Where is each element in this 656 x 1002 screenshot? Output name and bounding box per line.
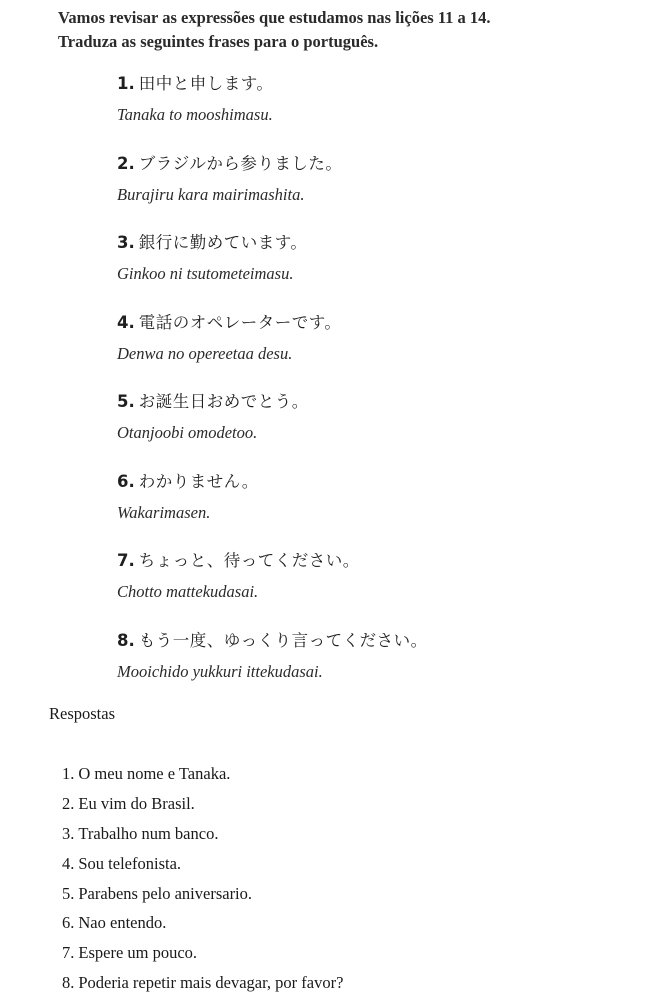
- japanese-text: 電話のオペレーターです。: [138, 312, 342, 332]
- answers-heading: Respostas: [49, 704, 115, 723]
- japanese-sentence: [117, 470, 259, 494]
- japanese-sentence: [117, 72, 273, 96]
- romaji-text: Tanaka to mooshimasu.: [117, 105, 273, 124]
- japanese-text: 銀行に勤めています。: [138, 233, 308, 252]
- instructions: [58, 6, 648, 54]
- phrase-number: 7.: [117, 551, 135, 570]
- romaji-text: Burajiru kara mairimashita.: [117, 184, 305, 204]
- phrase-number: 2.: [117, 153, 135, 173]
- romaji-text: Chotto mattekudasai.: [117, 582, 259, 601]
- answer-text: Espere um pouco.: [78, 943, 198, 963]
- answer-number: 7.: [62, 943, 75, 963]
- japanese-text: もう一度、ゆっくり言ってください。: [138, 630, 428, 650]
- instruction-line-2: Traduza as seguintes frases para o português.: [58, 32, 379, 51]
- phrase-list: [117, 72, 637, 708]
- phrase-number: 5.: [117, 392, 135, 411]
- answer-list: [62, 763, 343, 1002]
- answer-number: 2.: [62, 793, 75, 813]
- phrase-number: 4.: [117, 312, 135, 332]
- japanese-sentence: [117, 549, 360, 573]
- phrase-item: [117, 629, 637, 709]
- answer-item: [62, 942, 343, 972]
- phrase-number: 6.: [117, 471, 135, 491]
- phrase-item: [117, 152, 637, 232]
- phrase-item: [117, 549, 637, 629]
- japanese-sentence: [117, 629, 428, 653]
- phrase-number: 8.: [117, 630, 135, 650]
- answer-item: [62, 972, 343, 1002]
- japanese-text: わかりません。: [138, 471, 259, 491]
- answer-number: 4.: [62, 853, 75, 873]
- japanese-sentence: [117, 311, 341, 335]
- answer-text: Sou telefonista.: [78, 853, 182, 873]
- phrase-number: 3.: [117, 233, 135, 252]
- phrase-item: [117, 231, 637, 311]
- japanese-text: お誕生日おめでとう。: [138, 392, 309, 411]
- phrase-number: 1.: [117, 74, 135, 93]
- japanese-text: ちょっと、待ってください。: [138, 551, 360, 570]
- answer-item: [62, 912, 343, 942]
- romaji-text: Ginkoo ni tsutometeimasu.: [117, 264, 294, 283]
- answer-item: [62, 793, 343, 823]
- answer-text: Eu vim do Brasil.: [78, 793, 195, 813]
- answer-text: Poderia repetir mais devagar, por favor?: [78, 973, 344, 993]
- answer-number: 3.: [62, 823, 75, 843]
- japanese-sentence: [117, 152, 342, 176]
- answer-text: Trabalho num banco.: [78, 823, 219, 843]
- romaji-text: Otanjoobi omodetoo.: [117, 423, 258, 442]
- instruction-line-1: Vamos revisar as expressões que estudamos nas lições 11 a 14.: [58, 8, 491, 27]
- answer-text: O meu nome e Tanaka.: [78, 764, 231, 783]
- answer-text: Parabens pelo aniversario.: [78, 883, 253, 903]
- answer-item: [62, 853, 343, 883]
- answer-item: [62, 883, 343, 913]
- answer-number: 8.: [62, 973, 75, 993]
- phrase-item: [117, 72, 637, 152]
- answer-text: Nao entendo.: [78, 913, 167, 933]
- phrase-item: [117, 470, 637, 550]
- japanese-text: ブラジルから参りました。: [138, 153, 343, 173]
- japanese-text: 田中と申します。: [138, 74, 274, 93]
- phrase-item: [117, 311, 637, 391]
- answer-item: [62, 823, 343, 853]
- phrase-item: [117, 390, 637, 470]
- answer-number: 1.: [62, 764, 75, 783]
- romaji-text: Wakarimasen.: [117, 502, 211, 522]
- romaji-text: Mooichido yukkuri ittekudasai.: [117, 661, 323, 681]
- answer-number: 5.: [62, 883, 75, 903]
- japanese-sentence: [117, 390, 309, 414]
- japanese-sentence: [117, 231, 307, 255]
- answer-number: 6.: [62, 913, 75, 933]
- romaji-text: Denwa no opereetaa desu.: [117, 343, 293, 363]
- answer-item: [62, 763, 343, 793]
